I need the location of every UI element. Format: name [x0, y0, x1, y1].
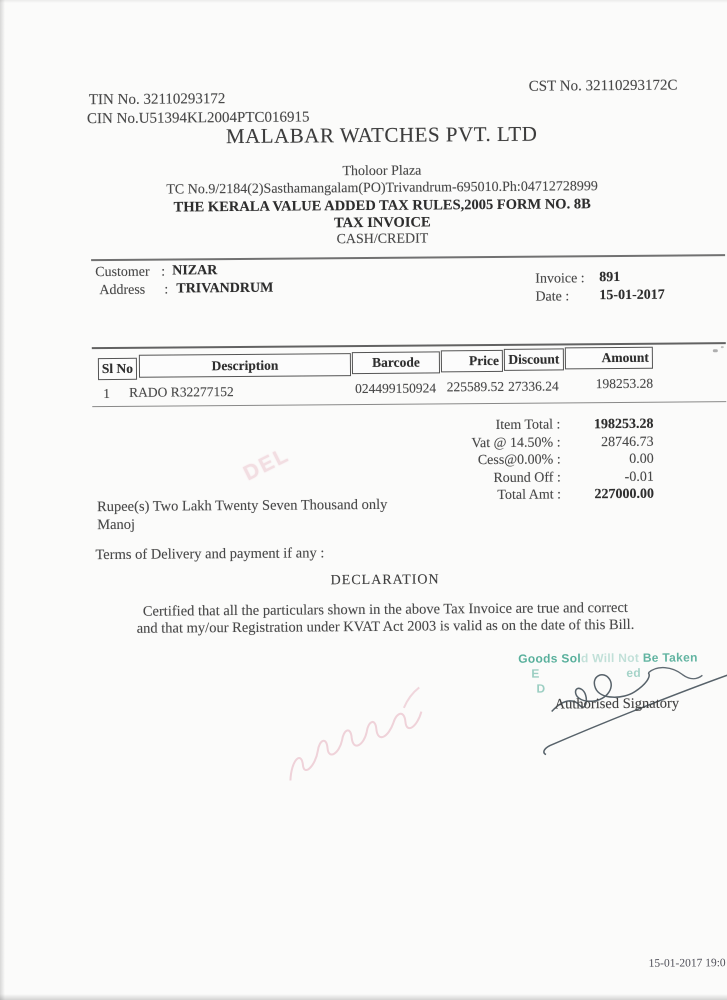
authorised-signatory-label: Authorised Signatory: [554, 695, 680, 713]
scan-artifact-speck: [713, 349, 718, 352]
pink-stamp-fragment: DEL: [239, 443, 294, 486]
customer-address-value: TRIVANDRUM: [176, 280, 274, 297]
column-header-slno: Sl No: [98, 358, 137, 380]
total-row-round-off: [370, 468, 654, 488]
customer-colon: :: [161, 264, 166, 280]
column-header-discount: Discount: [504, 348, 564, 370]
declaration-line1: Certified that all the particulars shown in the above Tax Invoice are true and correct: [142, 599, 628, 620]
company-address: TC No.9/2184(2)Sasthamangalam(PO)Trivandrum-695010.Ph:04712728999: [166, 179, 598, 198]
total-label: Cess@0.00% :: [477, 452, 561, 469]
amount-in-words: Rupee(s) Two Lakh Twenty Seven Thousand only: [96, 496, 388, 516]
customer-label: Customer: [95, 264, 150, 281]
scan-edge-shadow-top: [0, 0, 727, 3]
building-name: Tholoor Plaza: [342, 163, 422, 180]
invoice-type: TAX INVOICE: [333, 214, 431, 232]
column-header-barcode: Barcode: [352, 351, 440, 374]
total-value: -0.01: [624, 469, 654, 485]
cst-number: CST No. 32110293172C: [528, 77, 678, 95]
total-label: Round Off :: [493, 469, 561, 486]
column-header-description: Description: [139, 353, 351, 378]
column-header-amount: Amount: [565, 347, 653, 370]
item-description: RADO R32277152: [129, 384, 234, 400]
goods-sold-stamp-line3: D: [536, 681, 546, 696]
cin-number: CIN No.U51394KL2004PTC016915: [86, 109, 310, 128]
total-row-cess: [370, 451, 654, 471]
invoice-number-value: 891: [599, 269, 621, 286]
total-value: 198253.28: [593, 416, 654, 433]
item-amount: 198253.28: [595, 375, 654, 392]
print-timestamp: 15-01-2017 19:0: [648, 957, 726, 970]
item-discount: 27336.24: [508, 378, 559, 394]
scan-edge-shadow-left: [0, 0, 5, 1000]
item-slno: 1: [103, 385, 110, 402]
total-row-total-amt: [370, 486, 654, 506]
horizontal-rule-top: [91, 254, 725, 261]
salesperson-name: Manoj: [97, 516, 136, 534]
total-row-item-total: [369, 416, 653, 436]
total-value: 227000.00: [594, 486, 655, 503]
invoice-date-label: Date :: [535, 289, 570, 305]
tin-number: TIN No. 32110293172: [88, 91, 226, 109]
invoice-date-value: 15-01-2017: [599, 287, 665, 304]
customer-address-label: Address: [99, 282, 146, 299]
stamp-text-fragment: d Will Not: [580, 650, 643, 666]
customer-name: NIZAR: [172, 263, 218, 279]
company-name: MALABAR WATCHES PVT. LTD: [225, 121, 538, 149]
totals-block: [369, 416, 654, 506]
item-price: 225589.52: [446, 378, 505, 395]
stamp-text-fragment: Goods Sol: [518, 651, 582, 666]
total-value: 28746.73: [600, 434, 654, 450]
terms-line: Terms of Delivery and payment if any :: [95, 545, 325, 564]
stamp-text-fragment: Be Taken: [642, 650, 698, 665]
total-label: Vat @ 14.50% :: [471, 434, 561, 451]
item-barcode: 024499150924: [355, 380, 437, 397]
total-label: Item Total :: [495, 417, 561, 433]
scan-edge-shadow-bottom: [0, 994, 727, 1000]
total-value: 0.00: [629, 451, 654, 467]
column-header-price: Price: [441, 350, 503, 372]
total-label: Total Amt :: [497, 487, 562, 503]
stamp-text-fragment: E: [531, 666, 540, 681]
customer-address-colon: :: [164, 282, 169, 298]
form-title: THE KERALA VALUE ADDED TAX RULES,2005 FORM NO. 8B: [173, 196, 591, 216]
payment-mode: CASH/CREDIT: [336, 231, 429, 248]
declaration-line2: and that my/our Registration under KVAT Act 2003 is valid as on the date of this Bill.: [136, 616, 635, 637]
scan-artifact-speck: [721, 346, 724, 348]
invoice-number-label: Invoice :: [535, 271, 585, 287]
stamp-text-fragment: ed: [626, 665, 642, 680]
declaration-title: DECLARATION: [330, 572, 440, 589]
total-row-vat: [369, 433, 653, 453]
table-bottom-rule: [92, 401, 726, 407]
pink-handwriting-bleedthrough: [261, 673, 448, 803]
